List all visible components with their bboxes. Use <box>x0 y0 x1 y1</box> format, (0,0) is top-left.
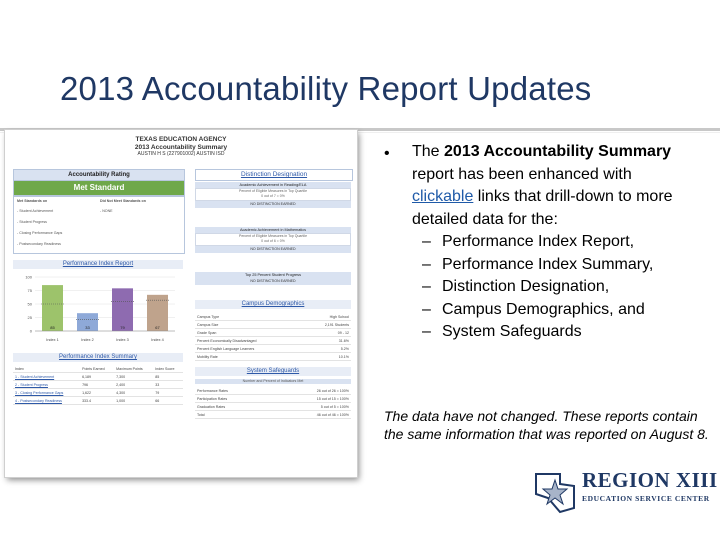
table-row <box>195 337 351 345</box>
table-row <box>195 313 351 321</box>
slide-title: 2013 Accountability Report Updates <box>60 70 592 107</box>
distinction-block <box>195 182 351 208</box>
table-cell: 7,300 <box>114 373 153 381</box>
table-cell: 2,400 <box>114 381 153 389</box>
table-cell: Percent English Language Learners <box>195 345 303 353</box>
table-cell: 26 out of 26 = 100% <box>272 387 351 395</box>
distinction-block <box>195 272 351 285</box>
bullet-line <box>412 141 714 164</box>
met-standard-badge: Met Standard <box>13 180 185 196</box>
column-header: Index Score <box>153 365 183 373</box>
table-header-row <box>13 365 183 373</box>
sub-item-label: Performance Index Report, <box>442 233 635 250</box>
table-cell: 5.2% <box>303 345 351 353</box>
table-cell: 79 <box>153 389 183 397</box>
distinction-result: NO DISTINCTION EARNED <box>195 246 351 253</box>
column-header: Maximum Points <box>114 365 153 373</box>
bullet-prefix: The <box>412 143 445 160</box>
table-cell: 1,622 <box>80 389 114 397</box>
index-item: - Student Achievement <box>17 209 54 213</box>
index-link[interactable]: 2 - Student Progress <box>13 381 80 389</box>
bullet-line: detailed data for the: <box>412 210 558 228</box>
table-row <box>195 403 351 411</box>
table-row <box>13 381 183 389</box>
table-cell: 2,191 Students <box>303 321 351 329</box>
dash-icon: – <box>422 278 431 295</box>
y-tick-label: 0 <box>29 328 32 334</box>
bullet-bold: 2013 Accountability Summary <box>444 143 672 160</box>
table-cell: 85 <box>153 373 183 381</box>
safeguards-table <box>195 387 351 419</box>
column-header: Points Earned <box>80 365 114 373</box>
bar-value-label: 33 <box>85 325 90 330</box>
none-label: - NONE <box>100 209 113 213</box>
y-tick-label: 50 <box>27 301 32 307</box>
agency-name: TEXAS EDUCATION AGENCY <box>135 136 227 143</box>
bullet-text: links that drill-down to more <box>473 188 673 205</box>
bullet-content <box>384 141 714 344</box>
accountability-rating-label: Accountability Rating <box>13 169 185 181</box>
distinction-block <box>195 227 351 253</box>
x-tick-label: Index 4 <box>151 338 164 342</box>
table-cell: Mobility Rate <box>195 353 303 361</box>
sub-item-label: Campus Demographics, and <box>442 300 645 318</box>
standards-box <box>13 196 185 254</box>
sub-item <box>384 321 714 344</box>
index-link[interactable]: 4 - Postsecondary Readiness <box>13 397 80 405</box>
table-cell: 796 <box>80 381 114 389</box>
table-cell: Percent Economically Disadvantaged <box>195 337 303 345</box>
table-cell: Campus Size <box>195 321 303 329</box>
table-cell: High School <box>303 313 351 321</box>
table-row <box>195 411 351 419</box>
region-xiii-logo <box>530 466 718 524</box>
index-item: - Student Progress <box>17 220 47 224</box>
distinction-heading: Top 25 Percent Student Progress <box>195 272 351 278</box>
sub-item-label: Performance Index Summary, <box>442 255 654 273</box>
table-cell: 46 out of 46 = 100% <box>272 411 351 419</box>
table-cell: Total <box>195 411 272 419</box>
sub-item <box>384 299 714 322</box>
distinction-heading: Academic Achievement in Mathematics <box>195 227 351 233</box>
sub-item <box>384 231 714 254</box>
performance-index-summary-table <box>13 365 183 405</box>
system-safeguards-link[interactable]: System Safeguards <box>195 367 351 376</box>
table-cell: 10.1% <box>303 353 351 361</box>
table-row <box>195 345 351 353</box>
note-text: The data have not changed. These reports contain the same information that was reported on August 8. <box>384 408 709 442</box>
table-cell: 33 <box>153 381 183 389</box>
met-standards-on: Met Standards on <box>17 199 48 203</box>
district-line: AUSTIN H S (227901002) AUSTIN ISD <box>137 151 225 157</box>
table-cell: Participation Rates <box>195 395 272 403</box>
bar-value-label: 85 <box>50 325 55 330</box>
dash-icon: – <box>422 300 431 318</box>
table-row <box>13 389 183 397</box>
bullet-dot-icon: • <box>384 145 390 162</box>
logo-line2: EDUCATION SERVICE CENTER <box>582 494 710 503</box>
distinction-heading: Academic Achievement in Reading/ELA <box>195 182 351 188</box>
table-cell: 66 <box>153 397 183 405</box>
y-tick-label: 100 <box>25 274 32 280</box>
distinction-result: NO DISTINCTION EARNED <box>195 278 351 285</box>
table-cell: 333.4 <box>80 397 114 405</box>
dash-icon: – <box>422 233 431 250</box>
distinction-body: Percent of Eligible Measures in Top Quartile 0 out of 6 = 0% <box>195 233 351 246</box>
index-item: - Closing Performance Gaps <box>17 231 63 235</box>
summary-title: 2013 Accountability Summary <box>134 143 228 151</box>
sub-item <box>384 254 714 277</box>
table-cell: 15 out of 15 = 100% <box>272 395 351 403</box>
safeguards-header: Number and Percent of Indicators Met <box>195 379 351 384</box>
texas-star-icon <box>530 468 580 518</box>
table-row <box>195 395 351 403</box>
table-cell: 6,189 <box>80 373 114 381</box>
campus-demographics-link[interactable]: Campus Demographics <box>195 300 351 309</box>
index-link[interactable]: 3 - Closing Performance Gaps <box>13 389 80 397</box>
table-row <box>195 321 351 329</box>
sub-item-label: System Safeguards <box>442 323 582 340</box>
bar-value-label: 79 <box>120 325 125 330</box>
bar-value-label: 67 <box>155 325 160 330</box>
x-tick-label: Index 2 <box>81 338 94 342</box>
clickable-link[interactable]: clickable <box>412 188 474 205</box>
main-bullet <box>384 141 714 231</box>
table-row <box>195 353 351 361</box>
demographics-table <box>195 313 351 361</box>
table-cell: 31.6% <box>303 337 351 345</box>
table-cell: 09 - 12 <box>303 329 351 337</box>
distinction-body: Percent of Eligible Measures in Top Quartile 0 out of 7 = 0% <box>195 188 351 201</box>
logo-line1: REGION XIII <box>582 468 718 492</box>
distinction-designation-link[interactable]: Distinction Designation <box>195 169 353 181</box>
index-item: - Postsecondary Readiness <box>17 242 61 246</box>
table-row <box>13 397 183 405</box>
y-tick-label: 75 <box>27 288 32 293</box>
accountability-report-thumbnail <box>5 130 357 477</box>
bullet-line: report has been enhanced with <box>412 165 632 183</box>
distinction-result: NO DISTINCTION EARNED <box>195 201 351 208</box>
bullet-line <box>412 186 714 209</box>
performance-index-chart <box>13 271 183 351</box>
table-cell: 1,000 <box>114 397 153 405</box>
column-header: Index <box>13 365 80 373</box>
sub-item <box>384 276 714 299</box>
dash-icon: – <box>422 255 431 273</box>
index-link[interactable]: 1 - Student Achievement <box>13 373 80 381</box>
table-cell: 5 out of 5 = 100% <box>272 403 351 411</box>
x-tick-label: Index 1 <box>46 338 59 342</box>
report-header <box>5 136 357 159</box>
dash-icon: – <box>422 323 431 340</box>
table-cell: Campus Type <box>195 313 303 321</box>
table-cell: Performance Rates <box>195 387 272 395</box>
sub-item-label: Distinction Designation, <box>442 278 610 295</box>
table-cell: Graduation Rates <box>195 403 272 411</box>
x-tick-label: Index 3 <box>116 338 129 342</box>
table-row <box>13 373 183 381</box>
table-cell: Grade Span <box>195 329 303 337</box>
table-row <box>195 387 351 395</box>
performance-index-summary-link[interactable]: Performance Index Summary <box>13 353 183 362</box>
performance-index-chart-svg <box>13 271 183 351</box>
performance-index-report-link[interactable]: Performance Index Report <box>13 260 183 269</box>
table-row <box>195 329 351 337</box>
did-not-meet-label: Did Not Meet Standards on <box>100 199 146 203</box>
table-cell: 4,300 <box>114 389 153 397</box>
y-tick-label: 25 <box>27 315 32 320</box>
